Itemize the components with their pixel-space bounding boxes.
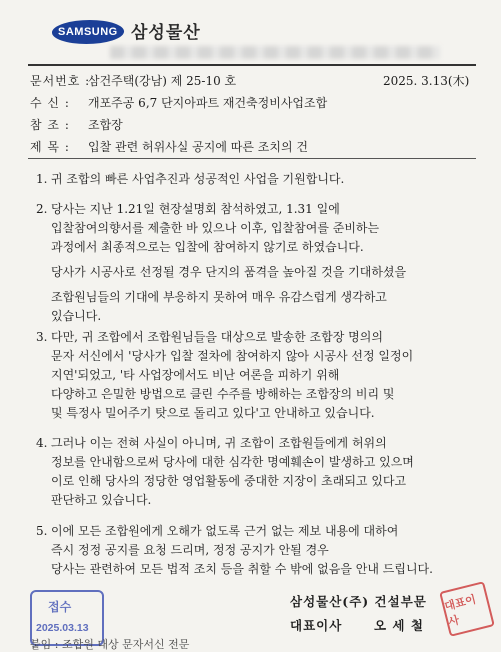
doc-date: 2025. 3.13(木) [383, 74, 470, 88]
company-seal [439, 581, 495, 637]
paragraph-number: 1. [36, 172, 48, 186]
paragraph-number: 4. [36, 436, 48, 450]
paragraph-line: 당사는 지난 1.21일 현장설명회 참석하였고, 1.31 일에 [51, 202, 340, 216]
header-rule [28, 64, 476, 66]
samsung-logo [50, 20, 125, 44]
paragraph-line: 이로 인해 당사의 정당한 영업활동에 중대한 지장이 초래되고 있다고 [51, 474, 407, 488]
paragraph-line: 있습니다. [51, 309, 102, 323]
recipient: 개포주공 6,7 단지아파트 재건축정비사업조합 [88, 96, 328, 110]
reference: 조합장 [88, 118, 123, 132]
paragraph-line: 다양하고 은밀한 방법으로 클린 수주를 방해하는 조합장의 비리 및 [51, 387, 395, 401]
paragraph-line: 당사가 시공사로 선정될 경우 단지의 품격을 높아질 것을 기대하셨을 [51, 265, 407, 279]
brand-name: 삼성물산 [131, 23, 201, 42]
signature-ceo-name: 오 세 철 [374, 618, 424, 633]
signature-company: 삼성물산(주) 건설부문 [290, 594, 427, 609]
subject-label: 제 목 : [30, 140, 70, 154]
recipient-row [30, 94, 327, 111]
paragraph-line: 귀 조합의 빠른 사업추진과 성공적인 사업을 기원합니다. [51, 172, 345, 186]
paragraph-line: 문자 서신에서 '당사가 입찰 절차에 참여하지 않아 시공사 선정 일정이 [51, 349, 414, 363]
paragraph-line: 다만, 귀 조합에서 조합원님들을 대상으로 발송한 조합장 명의의 [51, 330, 383, 344]
company-seal-text: 대표이사 [443, 593, 478, 629]
paragraph-number: 5. [36, 524, 48, 538]
received-stamp-label: 접수 [48, 600, 72, 614]
signature-ceo-title: 대표이사 [290, 618, 343, 633]
blurred-address [110, 46, 440, 59]
attachment-note: 붙임 : 조합원 대상 문자서신 전문 [30, 638, 190, 651]
paragraph-line: 당사는 관련하여 모든 법적 조치 등을 취할 수 밖에 없음을 안내 드립니다. [51, 562, 433, 576]
subject-row [30, 138, 308, 155]
subject: 입찰 관련 허위사실 공지에 따른 조치의 건 [88, 140, 308, 154]
reference-label: 참 조 : [30, 118, 70, 132]
paragraph-line: 즉시 정정 공지를 요청 드리며, 정정 공지가 안될 경우 [51, 543, 329, 557]
paragraph-number: 3. [36, 330, 48, 344]
meta-rule [28, 158, 476, 159]
paragraph-line: 조합원님들의 기대에 부응하지 못하여 매우 유감스럽게 생각하고 [51, 290, 387, 304]
doc-number: 삼건주택(강남) 제 25-10 호 [88, 74, 237, 88]
paragraph-line: 판단하고 있습니다. [51, 493, 152, 507]
recipient-label: 수 신 : [30, 96, 70, 110]
paragraph-line: 정보를 안내함으로써 당사에 대한 심각한 명예훼손이 발생하고 있으며 [51, 455, 414, 469]
doc-number-row [30, 72, 236, 89]
paragraph-line: 및 특정사 밀어주기 탓으로 돌리고 있다'고 안내하고 있습니다. [51, 406, 375, 420]
paragraph-line: 지연'되었고, '타 사업장에서도 비난 여론을 피하기 위해 [51, 368, 340, 382]
received-stamp-date: 2025.03.13 [36, 622, 89, 634]
logo-text: SAMSUNG [58, 26, 118, 38]
reference-row [30, 116, 123, 133]
paragraph-line: 과정에서 최종적으로는 입찰에 참여하지 않기로 하였습니다. [51, 240, 364, 254]
paragraph-line: 입찰참여의향서를 제출한 바 있으나 이후, 입찰참여를 준비하는 [51, 221, 380, 235]
paragraph-line: 그러나 이는 전혀 사실이 아니며, 귀 조합이 조합원들에게 허위의 [51, 436, 387, 450]
paragraph-number: 2. [36, 202, 48, 216]
paragraph-line: 이에 모든 조합원에게 오해가 없도록 근거 없는 제보 내용에 대하여 [51, 524, 399, 538]
doc-number-label: 문서번호 : [30, 74, 91, 88]
